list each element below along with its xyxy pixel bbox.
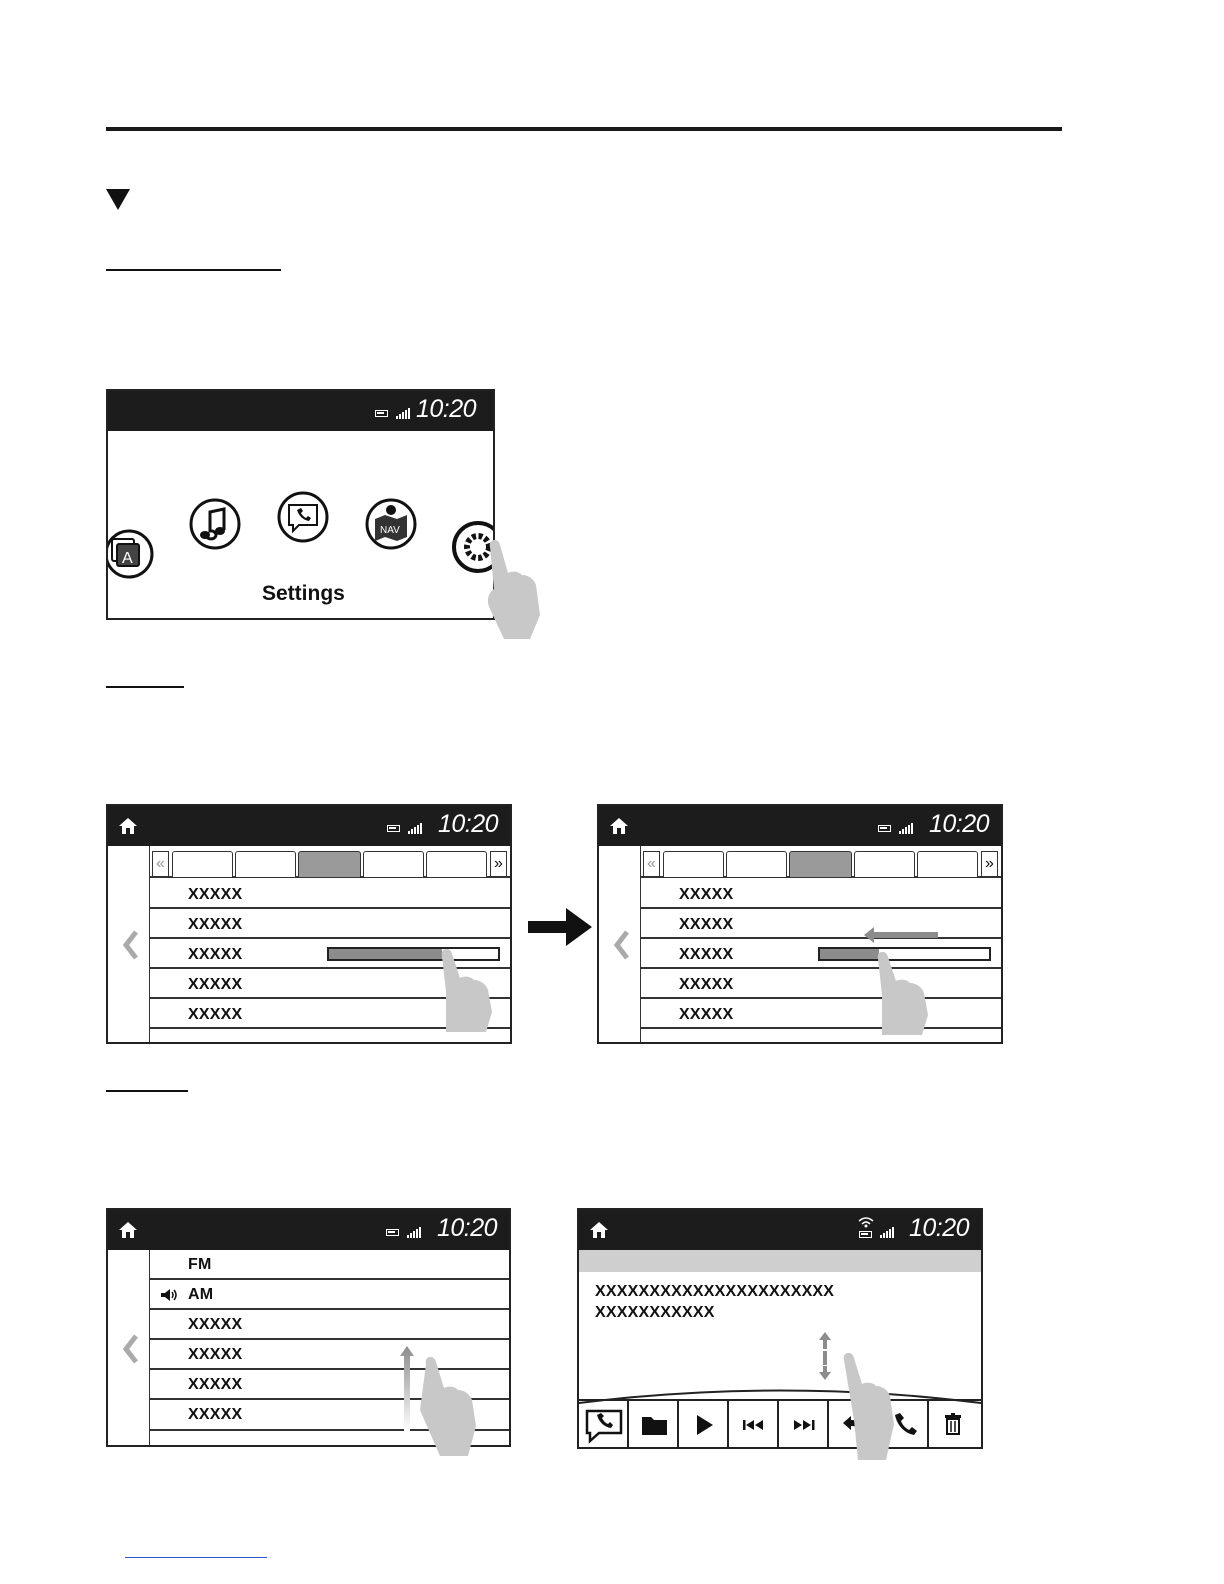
tab-right-arrow-icon[interactable]: » <box>490 851 507 877</box>
signal-icon <box>880 1226 896 1238</box>
list-item-label: XXXXX <box>188 1346 243 1363</box>
list-item-label: XXXXX <box>188 946 243 963</box>
folder-icon <box>629 1401 679 1449</box>
slider-fill <box>329 949 442 959</box>
list-item-label: FM <box>188 1256 212 1273</box>
nav-label: NAV <box>380 525 400 536</box>
list-item-label: XXXXX <box>679 946 734 963</box>
list-item-label: XXXXX <box>188 1376 243 1393</box>
message-phone-button[interactable] <box>579 1401 629 1449</box>
tab-5[interactable] <box>917 851 978 877</box>
slider-screen-after <box>597 804 1003 1044</box>
back-column <box>108 1250 150 1445</box>
list-item[interactable] <box>150 910 510 939</box>
clock: 10:20 <box>437 1214 498 1242</box>
home-icon[interactable] <box>117 1219 139 1241</box>
list-item-label: XXXXX <box>188 1406 243 1423</box>
status-bar <box>108 391 493 431</box>
list-item-label: XXXXX <box>188 1006 243 1023</box>
tab-right-arrow-icon[interactable]: » <box>981 851 998 877</box>
nav-icon[interactable] <box>367 500 415 548</box>
list-item-label: XXXXX <box>188 976 243 993</box>
hand-tap-icon <box>438 940 498 1035</box>
apps-icon[interactable] <box>108 531 152 577</box>
list-item[interactable] <box>641 880 1001 909</box>
tab-2[interactable] <box>726 851 787 877</box>
back-column <box>599 846 641 1042</box>
tab-left-arrow-icon[interactable]: « <box>152 851 169 877</box>
hand-tap-icon <box>470 525 550 645</box>
list-item[interactable] <box>641 940 1001 969</box>
message-phone-icon <box>579 1401 629 1449</box>
list-item-label: XXXXX <box>679 1006 734 1023</box>
app-caption: Settings <box>262 582 345 605</box>
scroll-vertical-gesture <box>814 1330 904 1466</box>
back-chevron-icon[interactable] <box>122 930 138 960</box>
footer-link-line <box>125 1557 267 1558</box>
back-chevron-icon[interactable] <box>613 930 629 960</box>
home-icon[interactable] <box>588 1219 610 1241</box>
clock: 10:20 <box>438 810 499 838</box>
tab-5[interactable] <box>426 851 487 877</box>
top-rule <box>106 127 1062 131</box>
play-button[interactable] <box>679 1401 729 1449</box>
battery-icon <box>878 825 891 832</box>
hand-drag-icon <box>844 1353 894 1460</box>
list-item[interactable] <box>150 1280 509 1310</box>
back-chevron-icon[interactable] <box>122 1334 138 1364</box>
list-item-label: AM <box>188 1286 214 1303</box>
tab-2[interactable] <box>235 851 296 877</box>
tab-4[interactable] <box>854 851 915 877</box>
status-bar <box>108 1210 509 1250</box>
folder-button[interactable] <box>629 1401 679 1449</box>
list-item[interactable] <box>641 910 1001 939</box>
section-triangle-icon <box>106 189 130 210</box>
home-menu-screen <box>106 389 495 620</box>
hand-drag-icon <box>420 1357 476 1456</box>
hand-drag-icon <box>878 952 928 1035</box>
message-text-line-2: XXXXXXXXXXX <box>595 1304 715 1321</box>
clock: 10:20 <box>909 1214 970 1242</box>
list-item-label: XXXXX <box>188 916 243 933</box>
message-text-line-1: XXXXXXXXXXXXXXXXXXXXXX <box>595 1283 835 1300</box>
list-item[interactable] <box>150 1310 509 1340</box>
heading-underline-2 <box>106 686 184 688</box>
scroll-down-arrow-icon <box>819 1366 831 1380</box>
wifi-icon <box>857 1216 875 1228</box>
message-screen <box>577 1208 983 1449</box>
tab-1[interactable] <box>663 851 724 877</box>
previous-track-icon <box>729 1401 779 1449</box>
list-item-label: XXXXX <box>679 886 734 903</box>
list-item-label: XXXXX <box>679 916 734 933</box>
signal-icon <box>407 1226 423 1238</box>
battery-icon <box>859 1231 872 1238</box>
tab-strip <box>150 846 510 878</box>
home-icon[interactable] <box>608 815 630 837</box>
clock: 10:20 <box>929 810 990 838</box>
back-column <box>108 846 150 1042</box>
list-item[interactable] <box>641 1000 1001 1029</box>
list-item-label: XXXXX <box>188 886 243 903</box>
list-item[interactable] <box>641 970 1001 999</box>
message-header-bar <box>579 1250 981 1272</box>
play-icon <box>679 1401 729 1449</box>
home-icon[interactable] <box>117 815 139 837</box>
tab-3[interactable] <box>789 851 852 877</box>
swipe-left-gesture <box>858 925 940 1037</box>
battery-icon <box>386 1229 399 1236</box>
scroll-up-arrow-icon <box>819 1332 831 1349</box>
tab-4[interactable] <box>363 851 424 877</box>
phone-message-icon[interactable] <box>279 493 327 541</box>
music-icon[interactable] <box>191 500 239 548</box>
list-item-label: XXXXX <box>679 976 734 993</box>
list-item[interactable] <box>150 880 510 909</box>
status-bar <box>599 806 1001 846</box>
signal-icon <box>396 407 412 419</box>
signal-icon <box>408 822 424 834</box>
delete-button[interactable] <box>929 1401 979 1449</box>
heading-underline-3 <box>106 1090 188 1092</box>
battery-icon <box>375 410 388 417</box>
tab-strip <box>641 846 1001 878</box>
next-step-arrow-icon <box>528 908 592 946</box>
speaker-playing-icon <box>160 1288 178 1302</box>
heading-underline-1 <box>106 269 281 271</box>
swipe-left-arrow-icon <box>864 927 938 943</box>
message-toolbar <box>579 1399 981 1449</box>
status-bar <box>579 1210 981 1250</box>
list-item[interactable] <box>150 1250 509 1280</box>
clock: 10:20 <box>416 395 477 423</box>
previous-track-button[interactable] <box>729 1401 779 1449</box>
battery-icon <box>387 825 400 832</box>
tab-3[interactable] <box>298 851 361 877</box>
status-bar <box>108 806 510 846</box>
tab-left-arrow-icon[interactable]: « <box>643 851 660 877</box>
signal-icon <box>899 822 915 834</box>
scroll-up-gesture <box>396 1344 486 1464</box>
scroll-up-arrow-icon <box>400 1346 414 1432</box>
list-item-label: XXXXX <box>188 1316 243 1333</box>
delete-icon <box>929 1401 979 1449</box>
apps-label: A <box>122 550 133 567</box>
tab-1[interactable] <box>172 851 233 877</box>
